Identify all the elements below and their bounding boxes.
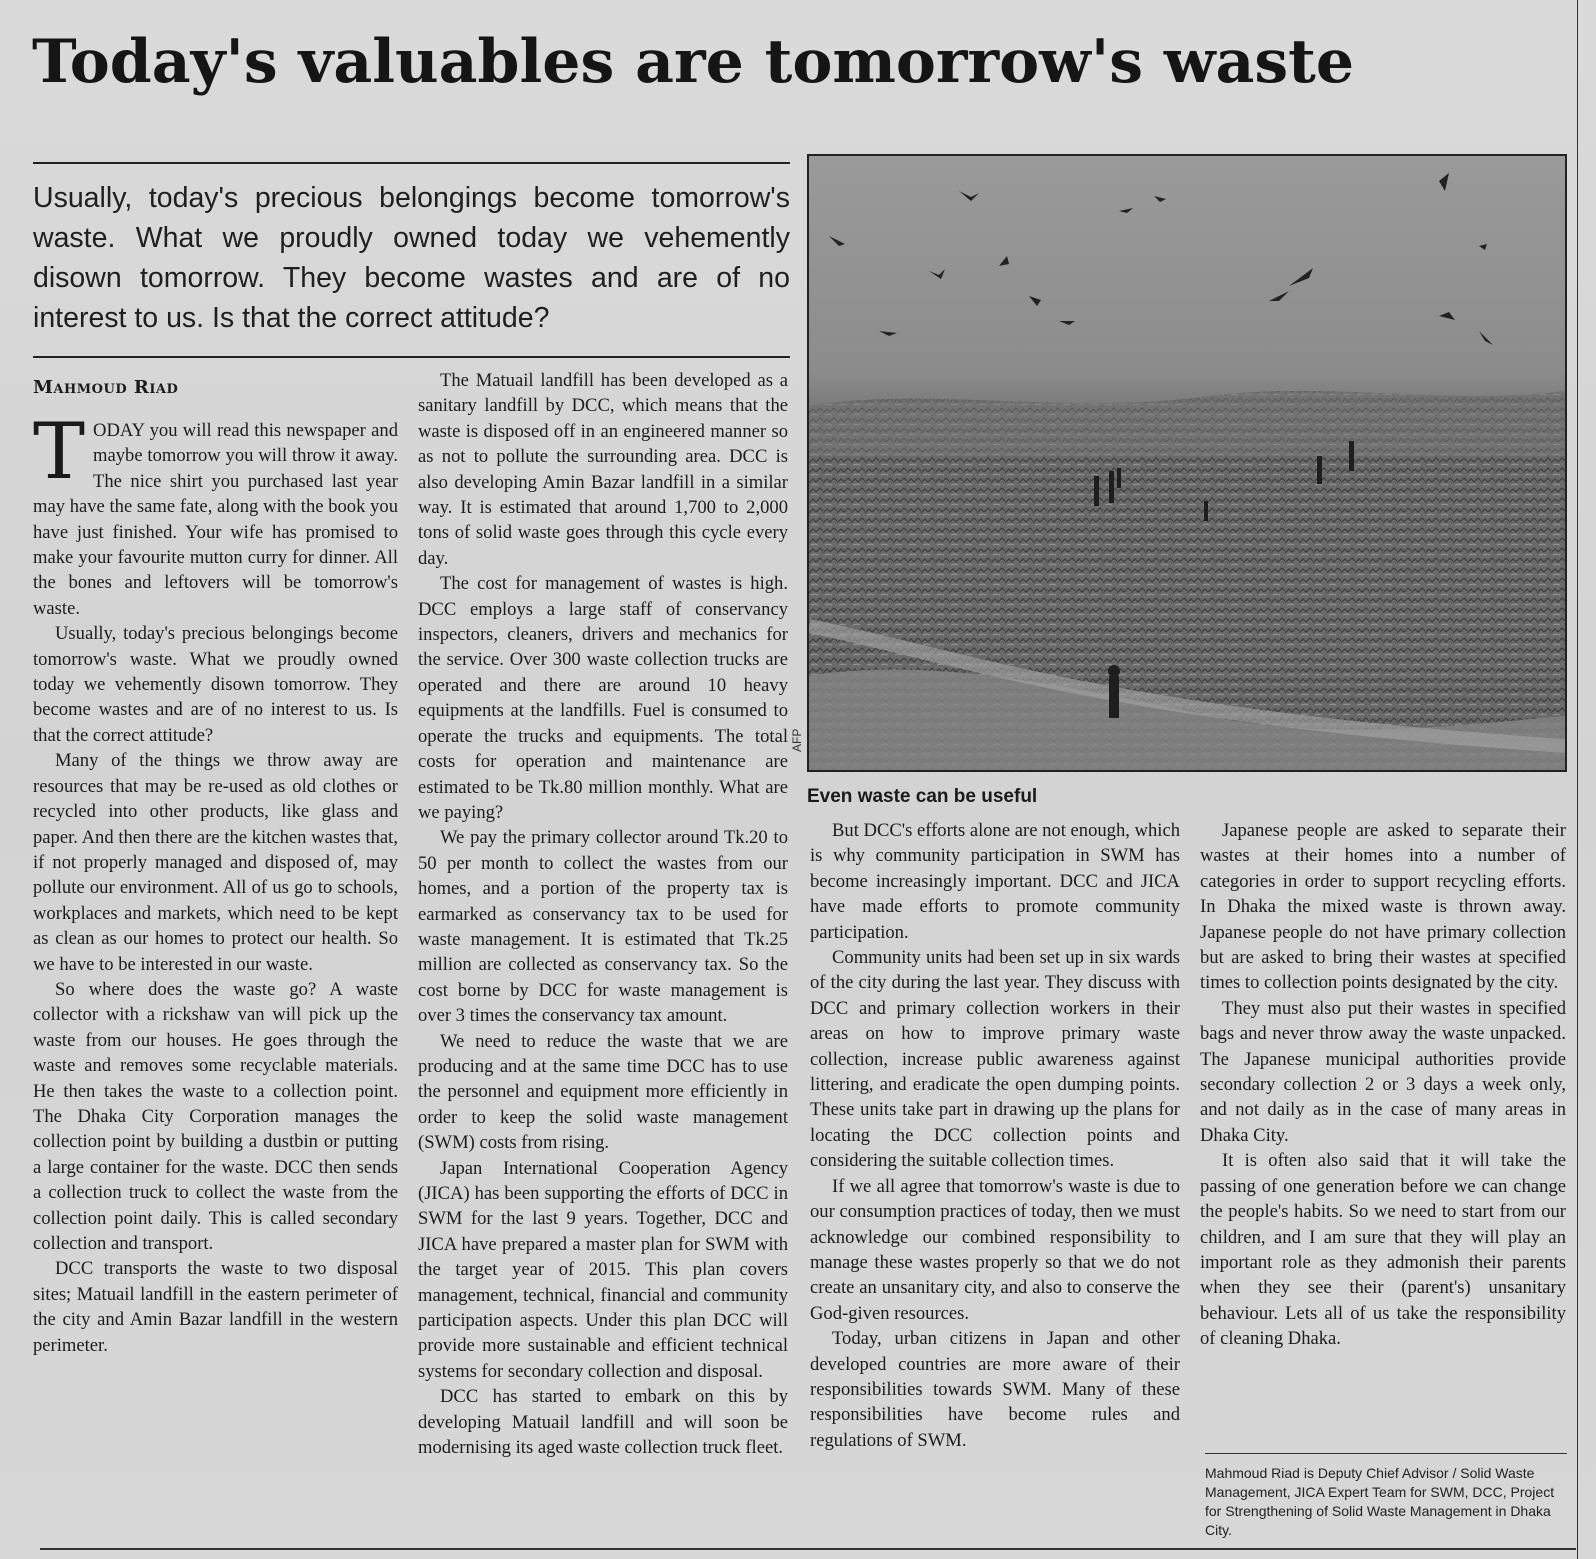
landfill-photo-image xyxy=(809,156,1565,770)
article-paragraph: But DCC's efforts alone are not enough, which is why community participation in SWM has become increasingly important. DCC and JICA have made efforts to promote community participation. xyxy=(810,820,1180,943)
article-paragraph: It is often also said that it will take the passing of one generation before we can change the people's habits. So we need to start from our children, and I am sure that they will play an important role as they admonish their parents when they see their (parent's) unsanitary behaviour. Lets all of us take the responsibility of cleaning Dhaka. xyxy=(1200,1150,1566,1350)
article-column-1 xyxy=(33,407,398,1358)
article-paragraph: Japanese people are asked to separate their wastes at their homes into a number of categories in order to support recycling efforts. In Dhaka the mixed waste is thrown away. Japanese people do not have primary collection but are asked to bring their wastes at specified times to collection points designated by the city. xyxy=(1200,820,1566,994)
article-paragraph: DCC has started to embark on this by developing Matuail landfill and will soon be modernising its aged waste collection truck fleet. xyxy=(418,1386,788,1459)
article-paragraph: They must also put their wastes in specified bags and never throw away the waste unpacked. The Japanese municipal authorities provide secondary collection 2 or 3 days a week only, and not daily as in the case of many areas in Dhaka City. xyxy=(1200,997,1566,1146)
article-paragraph: DCC transports the waste to two disposal sites; Matuail landfill in the eastern perimeter of the city and Amin Bazar landfill in the western perimeter. xyxy=(33,1258,398,1356)
article-paragraph: So where does the waste go? A waste collector with a rickshaw van will pick up the waste from our houses. He goes through the waste and removes some recyclable materials. He then takes the waste to a collection point. The Dhaka City Corporation manages the collection point by building a dustbin or putting a large container for the waste. DCC then sends a collection truck to collect the waste from the collection point daily. This is called secondary collection and transport. xyxy=(33,978,398,1254)
author-note-rule xyxy=(1205,1453,1567,1454)
article-paragraph: Many of the things we throw away are resources that may be re-used as old clothes or recycled into other products, like glass and paper. And then there are the kitchen wastes that, if not properly managed and disposed of, may pollute our environment. All of us go to schools, workplaces and markets, which need to be kept as clean as our homes to protect our health. So we have to be interested in our waste. xyxy=(33,750,398,975)
article-paragraph: The Matuail landfill has been developed as a sanitary landfill by DCC, which means that the waste is disposed off in an engineered manner so as not to pollute the surrounding area. DCC is also developing Amin Bazar landfill in a similar way. It is estimated that around 1,700 to 2,000 tons of solid waste goes through this cycle every day. xyxy=(418,370,788,569)
headline: Today's valuables are tomorrow's waste xyxy=(32,27,1355,97)
byline: Mahmoud Riad xyxy=(33,377,179,398)
intro-bottom-rule xyxy=(33,356,790,358)
landfill-photo xyxy=(807,154,1567,772)
author-note: Mahmoud Riad is Deputy Chief Advisor / Solid Waste Management, JICA Expert Team for SWM, DCC, Project for Strengthening of Solid Waste Management in Dhaka City. xyxy=(1205,1465,1555,1538)
article-paragraph: The cost for management of wastes is high. DCC employs a large staff of conservancy inspectors, cleaners, drivers and mechanics for the service. Over 300 waste collection trucks are operated and there are around 10 heavy equipments at the landfills. Fuel is consumed to operate the trucks and equipments. The total costs for operation and maintenance are estimated to be Tk.80 million monthly. What are we paying? xyxy=(418,573,788,823)
article-column-3 xyxy=(810,818,1180,1453)
photo-caption: Even waste can be useful xyxy=(807,786,1038,807)
article-paragraph: We pay the primary collector around Tk.20 to 50 per month to collect the wastes from our homes, and a portion of the property tax is earmarked as conservancy tax to be used for waste management. It is estimated that Tk.25 million are collected as conservancy tax. So the cost borne by DCC for waste management is over 3 times the conservancy tax amount. xyxy=(418,827,788,1027)
column-divider xyxy=(1577,0,1578,1559)
intro-standfirst: Usually, today's precious belongings become tomorrow's waste. What we proudly owned today we vehemently disown tomorrow. They become wastes and are of no interest to us. Is that the correct attitude? xyxy=(33,182,790,334)
article-column-4 xyxy=(1200,818,1566,1352)
bottom-rule xyxy=(40,1548,1576,1550)
article-paragraph: Community units had been set up in six wards of the city during the last year. They discuss with DCC and primary collection workers in their areas on how to improve primary waste collection, increase public awareness against littering, and eradicate the open dumping points. These units take part in drawing up the plans for locating the DCC collection points and considering the suitable collection times. xyxy=(810,947,1180,1172)
intro-top-rule xyxy=(33,162,790,164)
article-column-2 xyxy=(418,368,788,1460)
article-paragraph: If we all agree that tomorrow's waste is due to our consumption practices of today, then we must acknowledge our combined responsibility to manage these wastes properly so that we do not create an unsanitary city, and also to conserve the God-given resources. xyxy=(810,1175,1180,1324)
photo-credit: AFP xyxy=(790,728,804,752)
article-paragraph: Today, urban citizens in Japan and other developed countries are more aware of their responsibilities towards SWM. Many of these responsibilities have become rules and regulations of SWM. xyxy=(810,1328,1180,1451)
article-paragraph: Japan International Cooperation Agency (JICA) has been supporting the efforts of DCC in SWM for the last 9 years. Together, DCC and JICA have prepared a master plan for SWM with the target year of 2015. This plan covers management, technical, financial and community participation aspects. Under this plan DCC will provide more sustainable and efficient technical systems for secondary collection and disposal. xyxy=(418,1157,788,1382)
article-paragraph: TODAY you will read this newspaper and maybe tomorrow you will throw it away. The nice shirt you purchased last year may have the same fate, along with the book you have just finished. Your wife has promised to make your favourite mutton curry for dinner. All the bones and leftovers will be tomorrow's waste. xyxy=(33,407,398,619)
dropcap: T xyxy=(33,407,86,497)
article-paragraph: We need to reduce the waste that we are producing and at the same time DCC has to use the personnel and equipment more efficiently in order to keep the solid waste management (SWM) costs from rising. xyxy=(418,1030,788,1154)
article-paragraph: Usually, today's precious belongings become tomorrow's waste. What we proudly owned today we vehemently disown tomorrow. They become wastes and are of no interest to us. Is that the correct attitude? xyxy=(33,623,398,746)
